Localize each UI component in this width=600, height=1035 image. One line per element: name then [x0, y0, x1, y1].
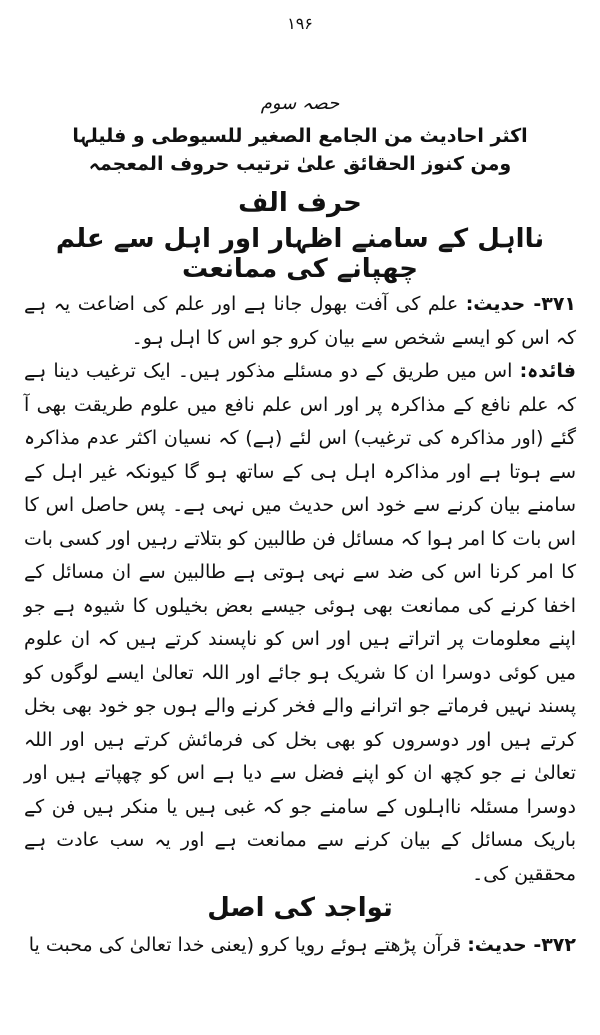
hadith-371-label: ۳۷۱- حدیث:: [465, 293, 577, 315]
hadith-371: [24, 288, 576, 355]
section-title: حصہ سوم: [260, 93, 340, 114]
hadith-372-label: ۳۷۲- حدیث:: [467, 934, 576, 956]
faida-label: فائدہ:: [519, 360, 576, 382]
hadith-372-text: قرآن پڑھتے ہوئے رویا کرو (یعنی خدا تعالیٰ کی محبت یا: [28, 934, 468, 956]
topic-2-title: تواجد کی اصل: [207, 893, 393, 923]
hadith-371-text: علم کی آفت بھول جانا ہے اور علم کی اضاعت یہ ہے کہ اس کو ایسے شخص سے بیان کرو جو اس کا اہل ہو۔: [24, 293, 576, 349]
subtitle-line-2: ومن کنوز الحقائق علیٰ ترتیب حروف المعجمہ: [88, 153, 512, 175]
subtitle-line-1: اکثر احادیث من الجامع الصغیر للسیوطی و فلیلہا: [72, 125, 528, 147]
topic-title: نااہل کے سامنے اظہار اور اہل سے علم چھپانے کی ممانعت: [55, 224, 545, 284]
chapter-title: حرف الف: [238, 188, 362, 218]
faida-paragraph: [24, 355, 576, 891]
hadith-372: [24, 929, 576, 963]
page-number: ۱۹۶: [287, 14, 313, 33]
faida-text: اس میں طریق کے دو مسئلے مذکور ہیں۔ ایک ترغیب دینا ہے کہ علم نافع کے مذاکرہ پر اور اس علم نافع میں علوم طریقت بھی آ گئے (اور مذاکرہ کی ترغیب) اس لئے (ہے) کہ نسیان اکثر عدم مذاکرہ سے ہوتا ہے اور مذاکرہ اہل ہی کے ساتھ ہو گا کیونکہ غیر اہل کے سامنے بیان کرنے سے خود اس حدیث میں نہی ہے۔ پس حاصل اس کا اس بات کا امر ہوا کہ مسائل فن طالبین کو بتلاتے رہیں اور کسی بات کا امر کرنا اس کی ضد سے نہی ہوتی ہے طالبین سے ان مسائل کے اخفا کرنے کی ممانعت بھی ہوئی جیسے بعض بخیلوں کا شیوہ ہے جو اپنے معلومات پر اتراتے ہیں اور اس کو ناپسند کرتے ہیں کہ ان علوم میں کوئی دوسرا ان کا شریک ہو جائے اور اللہ تعالیٰ ایسے لوگوں کو پسند نہیں فرماتے جو اترانے والے فخر کرنے والے ہوں جو خود بھی بخل کرتے ہیں اور دوسروں کو بھی بخل کی فرمائش کرتے ہیں اور اللہ تعالیٰ نے جو کچھ ان کو اپنے فضل سے دیا ہے اس کو چھپاتے ہیں اور دوسرا مسئلہ نااہلوں کے سامنے جو کہ غبی ہیں یا منکر ہیں فن کے باریک مسائل کے بیان کرنے سے ممانعت ہے اور یہ سب عادت ہے محققین کی۔: [24, 360, 576, 885]
